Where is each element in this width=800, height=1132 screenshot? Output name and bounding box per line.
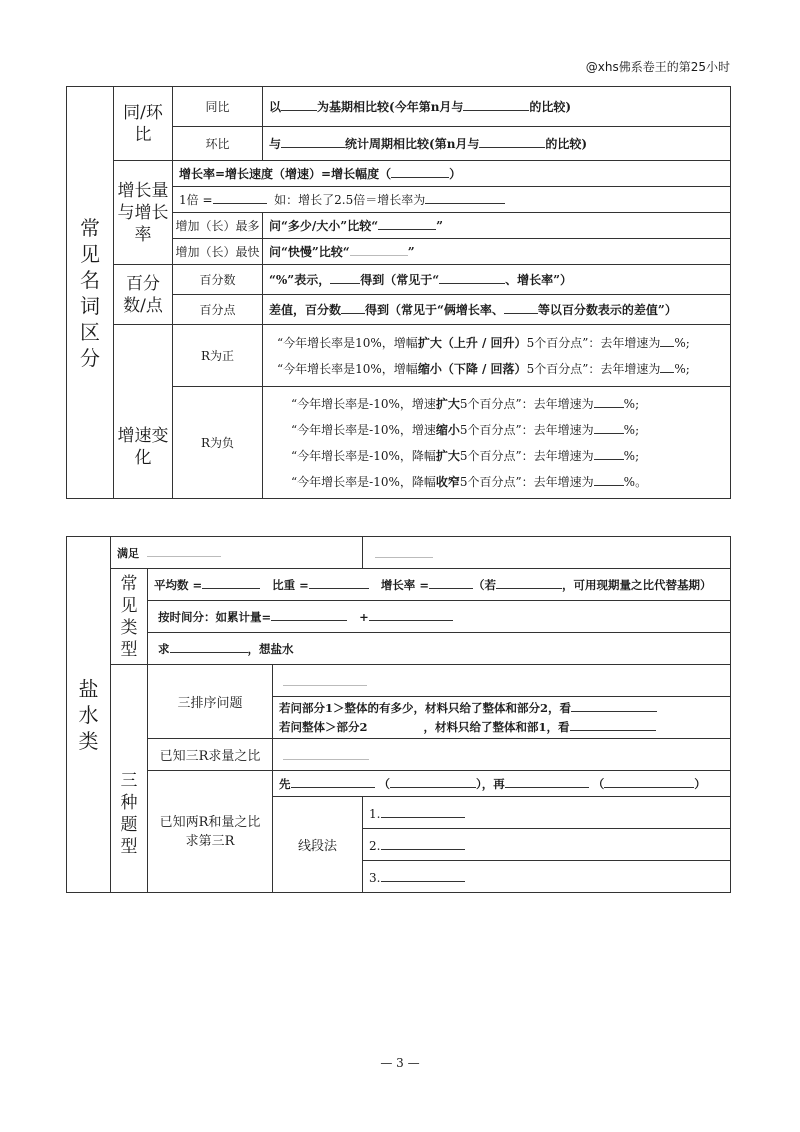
- step-row: 3.: [363, 861, 731, 893]
- step-row: 1.: [363, 797, 731, 829]
- saltwater-table: [66, 536, 731, 893]
- label-segment-method: 线段法: [273, 797, 363, 893]
- name-most: 增加（长）最多: [173, 213, 263, 239]
- neg-line: “今年增长率是-10%，降幅扩大5个百分点”：去年增速为 %;: [291, 448, 640, 463]
- text-fastest: 问“快慢”比较“ ”: [263, 239, 731, 265]
- category-saltwater: 盐水类: [67, 537, 111, 893]
- pos-line: “今年增长率是10%，增幅缩小（下降 / 回落）5个百分点”：去年增速为 %;: [277, 361, 690, 376]
- name-r-negative: R为负: [173, 387, 263, 499]
- label-percent: 百分数/点: [114, 265, 173, 325]
- text-r-positive: [263, 325, 731, 387]
- types-row-2: 按时间分：如累计量= +: [148, 601, 731, 633]
- label-speed-change: 增速变化: [114, 325, 173, 499]
- name-huanbi: 环比: [173, 127, 263, 161]
- neg-line: “今年增长率是-10%，降幅收窄5个百分点”：去年增速为 %。: [291, 474, 648, 489]
- pos-line: “今年增长率是10%，增幅扩大（上升 / 回升）5个百分点”：去年增速为 %;: [277, 335, 690, 350]
- q-sort-text: 若问部分1＞整体的有多少，材料只给了整体和部分2，看 若问整体＞部分2 ，材料只给了整体和部1，看: [273, 697, 731, 739]
- label-growth: 增长量与增长率: [114, 161, 173, 265]
- label-three-types: 三种题型: [111, 665, 148, 893]
- label-common-types: 常见类型: [111, 569, 148, 665]
- label-tongbi-huanbi: 同/环比: [114, 87, 173, 161]
- q-third-r-top: 先 （ ），再 （ ）: [273, 771, 731, 797]
- growth-formula: 增长率=增长速度（增速）=增长幅度（ ）: [173, 161, 731, 187]
- text-tongbi: 以 为基期相比较(今年第n月与 的比较): [263, 87, 731, 127]
- name-percent: 百分数: [173, 265, 263, 295]
- name-fastest: 增加（长）最快: [173, 239, 263, 265]
- terms-table: [66, 86, 731, 499]
- types-row-3: 求 ，想盐水: [148, 633, 731, 665]
- text-huanbi: 与 统计周期相比较(第n月与 的比较): [263, 127, 731, 161]
- q-sort-top: [273, 665, 731, 697]
- manzu-cell: 满足: [111, 537, 363, 569]
- page-number: — 3 —: [380, 1056, 420, 1070]
- category-common-terms: 常见名词区分: [67, 87, 114, 499]
- name-tongbi: 同比: [173, 87, 263, 127]
- text-percent-point: 差值，百分数 得到（常见于“俩增长率、 等以百分数表示的差值”）: [263, 295, 731, 325]
- q-sort: 三排序问题: [148, 665, 273, 739]
- text-most: 问“多少/大小”比较“ ”: [263, 213, 731, 239]
- growth-bei: 1倍 = 如：增长了2.5倍＝增长率为: [173, 187, 731, 213]
- manzu-right-cell: [363, 537, 731, 569]
- text-percent: “%”表示， 得到（常见于“ 、增长率”）: [263, 265, 731, 295]
- q-ratio: 已知三R求量之比: [148, 739, 273, 771]
- neg-line: “今年增长率是-10%，增速缩小5个百分点”：去年增速为 %;: [291, 422, 640, 437]
- q-third-r: 已知两R和量之比求第三R: [148, 771, 273, 893]
- header-note: @xhs佛系卷王的第25小时: [585, 60, 730, 74]
- name-percent-point: 百分点: [173, 295, 263, 325]
- step-row: 2.: [363, 829, 731, 861]
- neg-line: “今年增长率是-10%，增速扩大5个百分点”：去年增速为 %;: [291, 396, 640, 411]
- types-row-1: 平均数 = 比重 = 增长率 = （若 ，可用现期量之比代替基期）: [148, 569, 731, 601]
- text-r-negative: [263, 387, 731, 499]
- name-r-positive: R为正: [173, 325, 263, 387]
- q-ratio-answer: [273, 739, 731, 771]
